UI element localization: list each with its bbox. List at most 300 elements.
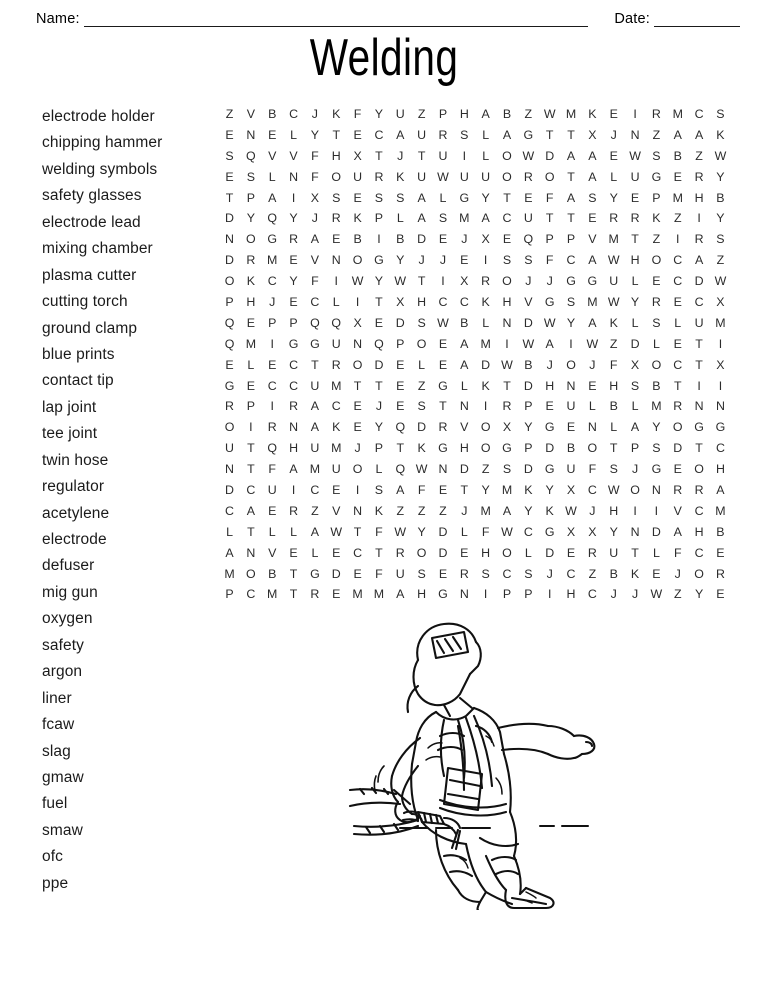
grid-cell[interactable]: W — [330, 524, 343, 539]
grid-cell[interactable]: F — [417, 483, 426, 498]
grid-cell[interactable]: K — [332, 107, 341, 121]
grid-cell[interactable]: E — [246, 315, 256, 330]
grid-cell[interactable]: X — [481, 232, 491, 247]
grid-cell[interactable]: J — [546, 357, 554, 372]
grid-cell[interactable]: M — [352, 587, 364, 602]
grid-cell[interactable]: G — [715, 420, 726, 435]
word-list-item[interactable]: fcaw — [42, 716, 75, 734]
grid-cell[interactable]: G — [438, 441, 449, 456]
grid-cell[interactable]: P — [524, 399, 533, 414]
grid-cell[interactable]: Y — [374, 420, 384, 435]
grid-cell[interactable]: P — [545, 232, 555, 247]
grid-cell[interactable]: D — [481, 357, 491, 372]
grid-cell[interactable]: U — [459, 169, 470, 184]
grid-cell[interactable]: S — [417, 399, 427, 414]
grid-cell[interactable]: L — [482, 315, 490, 330]
grid-cell[interactable]: S — [374, 190, 384, 205]
grid-cell[interactable]: L — [290, 524, 298, 539]
grid-cell[interactable]: R — [651, 107, 662, 121]
grid-cell[interactable]: Z — [396, 503, 405, 518]
grid-cell[interactable]: M — [224, 566, 235, 581]
grid-cell[interactable]: W — [501, 357, 514, 372]
grid-cell[interactable]: E — [545, 399, 555, 414]
grid-cell[interactable]: S — [588, 190, 597, 205]
grid-cell[interactable]: N — [715, 399, 726, 414]
grid-cell[interactable]: K — [353, 211, 363, 226]
grid-cell[interactable]: T — [353, 524, 362, 539]
grid-cell[interactable]: A — [502, 127, 512, 142]
word-list-item[interactable]: regulator — [42, 478, 105, 496]
word-list-item[interactable]: mixing chamber — [42, 240, 153, 258]
grid-cell[interactable]: N — [587, 420, 598, 435]
grid-cell[interactable]: E — [332, 545, 341, 560]
grid-cell[interactable]: W — [437, 169, 450, 184]
word-list-item[interactable]: slag — [42, 742, 71, 760]
grid-cell[interactable]: R — [609, 211, 619, 226]
grid-cell[interactable]: F — [268, 462, 277, 477]
grid-cell[interactable]: J — [461, 232, 468, 247]
grid-cell[interactable]: P — [396, 336, 405, 351]
grid-cell[interactable]: L — [247, 357, 255, 372]
grid-cell[interactable]: M — [480, 503, 492, 518]
grid-cell[interactable]: L — [460, 378, 469, 393]
grid-cell[interactable]: Y — [417, 524, 427, 539]
grid-cell[interactable]: S — [502, 253, 512, 268]
grid-cell[interactable]: R — [673, 399, 683, 414]
grid-cell[interactable]: I — [377, 232, 381, 247]
word-list-item[interactable]: liner — [42, 689, 72, 707]
grid-cell[interactable]: D — [523, 462, 534, 477]
word-list-item[interactable]: ofc — [42, 848, 63, 866]
grid-cell[interactable]: E — [438, 336, 448, 351]
word-list-item[interactable]: electrode lead — [42, 213, 141, 231]
grid-cell[interactable]: U — [310, 441, 320, 456]
grid-cell[interactable]: N — [353, 503, 363, 518]
grid-cell[interactable]: S — [438, 211, 448, 226]
grid-cell[interactable]: U — [566, 462, 576, 477]
grid-cell[interactable]: S — [609, 462, 619, 477]
grid-cell[interactable]: W — [501, 524, 514, 539]
grid-cell[interactable]: U — [438, 148, 448, 163]
grid-cell[interactable]: L — [332, 295, 340, 310]
grid-cell[interactable]: W — [522, 148, 535, 163]
grid-cell[interactable]: R — [331, 357, 342, 372]
grid-cell[interactable]: C — [246, 483, 256, 498]
grid-cell[interactable]: H — [566, 587, 576, 602]
grid-cell[interactable]: O — [502, 169, 513, 184]
grid-cell[interactable]: I — [270, 399, 275, 414]
grid-cell[interactable]: A — [268, 190, 277, 205]
grid-cell[interactable]: R — [438, 420, 448, 435]
grid-cell[interactable]: I — [355, 295, 360, 310]
grid-cell[interactable]: O — [352, 253, 363, 268]
grid-cell[interactable]: C — [587, 587, 598, 602]
grid-cell[interactable]: I — [483, 399, 488, 414]
grid-cell[interactable]: L — [610, 169, 618, 184]
grid-cell[interactable]: S — [716, 232, 725, 247]
grid-cell[interactable]: H — [694, 190, 704, 205]
word-list-item[interactable]: ppe — [42, 874, 69, 892]
grid-cell[interactable]: F — [375, 524, 384, 539]
grid-cell[interactable]: B — [652, 378, 661, 393]
grid-cell[interactable]: M — [587, 295, 598, 310]
grid-cell[interactable]: N — [630, 524, 640, 539]
grid-cell[interactable]: E — [673, 336, 683, 351]
grid-cell[interactable]: T — [375, 295, 384, 310]
grid-cell[interactable]: Y — [289, 211, 298, 226]
grid-cell[interactable]: G — [523, 127, 534, 142]
grid-cell[interactable]: J — [546, 274, 554, 289]
grid-cell[interactable]: D — [225, 211, 235, 226]
grid-cell[interactable]: T — [396, 441, 405, 456]
grid-cell[interactable]: M — [715, 315, 726, 330]
grid-cell[interactable]: B — [268, 107, 277, 121]
grid-cell[interactable]: R — [502, 399, 512, 414]
grid-cell[interactable]: C — [694, 107, 704, 121]
grid-cell[interactable]: D — [225, 483, 235, 498]
grid-cell[interactable]: O — [694, 462, 705, 477]
grid-cell[interactable]: E — [588, 211, 597, 226]
grid-cell[interactable]: R — [694, 232, 704, 247]
grid-cell[interactable]: X — [502, 420, 512, 435]
grid-cell[interactable]: W — [543, 107, 556, 121]
grid-cell[interactable]: S — [716, 107, 725, 121]
grid-cell[interactable]: S — [417, 566, 427, 581]
grid-cell[interactable]: N — [502, 315, 512, 330]
grid-cell[interactable]: A — [460, 357, 469, 372]
grid-cell[interactable]: B — [609, 566, 619, 581]
grid-cell[interactable]: U — [609, 545, 619, 560]
grid-cell[interactable]: O — [502, 148, 513, 163]
grid-cell[interactable]: Z — [225, 107, 234, 121]
grid-cell[interactable]: W — [607, 483, 620, 498]
grid-cell[interactable]: Z — [588, 566, 597, 581]
grid-cell[interactable]: J — [631, 462, 639, 477]
word-list-item[interactable]: welding symbols — [42, 160, 158, 178]
grid-cell[interactable]: J — [269, 295, 276, 310]
grid-cell[interactable]: A — [566, 148, 576, 163]
grid-cell[interactable]: P — [524, 587, 533, 602]
grid-cell[interactable]: A — [545, 336, 555, 351]
grid-cell[interactable]: P — [630, 441, 640, 456]
grid-cell[interactable]: Q — [224, 336, 235, 351]
grid-cell[interactable]: U — [630, 169, 640, 184]
grid-cell[interactable]: P — [268, 315, 277, 330]
grid-cell[interactable]: T — [460, 483, 469, 498]
grid-cell[interactable]: L — [652, 336, 661, 351]
grid-cell[interactable]: R — [289, 232, 299, 247]
grid-cell[interactable]: X — [566, 524, 576, 539]
grid-cell[interactable]: O — [224, 420, 235, 435]
grid-cell[interactable]: Z — [311, 503, 319, 518]
grid-cell[interactable]: G — [310, 336, 321, 351]
grid-cell[interactable]: M — [459, 211, 470, 226]
grid-cell[interactable]: A — [481, 211, 491, 226]
grid-cell[interactable]: X — [566, 483, 576, 498]
grid-cell[interactable]: T — [673, 378, 682, 393]
grid-cell[interactable]: C — [673, 253, 683, 268]
grid-cell[interactable]: L — [631, 315, 639, 330]
grid-cell[interactable]: B — [566, 441, 576, 456]
grid-cell[interactable]: H — [694, 524, 704, 539]
grid-cell[interactable]: X — [716, 295, 725, 310]
grid-cell[interactable]: A — [502, 503, 512, 518]
grid-cell[interactable]: U — [609, 274, 619, 289]
grid-cell[interactable]: Y — [609, 190, 619, 205]
grid-cell[interactable]: S — [332, 190, 341, 205]
grid-cell[interactable]: P — [246, 399, 256, 414]
grid-cell[interactable]: J — [418, 253, 426, 268]
grid-cell[interactable]: Z — [417, 378, 426, 393]
grid-cell[interactable]: F — [311, 169, 319, 184]
grid-cell[interactable]: W — [629, 148, 642, 163]
grid-cell[interactable]: B — [609, 399, 619, 414]
grid-cell[interactable]: N — [246, 545, 256, 560]
grid-cell[interactable]: T — [545, 127, 554, 142]
grid-cell[interactable]: E — [396, 378, 405, 393]
grid-cell[interactable]: E — [460, 545, 469, 560]
grid-cell[interactable]: E — [332, 587, 341, 602]
grid-cell[interactable]: M — [651, 399, 662, 414]
grid-cell[interactable]: G — [544, 295, 555, 310]
grid-cell[interactable]: H — [459, 107, 470, 121]
grid-cell[interactable]: O — [502, 545, 513, 560]
grid-cell[interactable]: K — [481, 295, 491, 310]
grid-cell[interactable]: T — [567, 211, 576, 226]
grid-cell[interactable]: M — [608, 232, 620, 247]
grid-cell[interactable]: T — [353, 378, 362, 393]
grid-cell[interactable]: C — [289, 357, 299, 372]
grid-cell[interactable]: U — [566, 399, 576, 414]
grid-cell[interactable]: O — [246, 566, 256, 581]
grid-cell[interactable]: I — [697, 378, 702, 393]
grid-cell[interactable]: B — [268, 566, 277, 581]
grid-cell[interactable]: N — [566, 378, 576, 393]
grid-cell[interactable]: H — [545, 378, 555, 393]
grid-cell[interactable]: C — [225, 503, 235, 518]
grid-cell[interactable]: A — [310, 232, 320, 247]
word-list-item[interactable]: safety glasses — [42, 187, 142, 205]
word-list-item[interactable]: argon — [42, 663, 83, 681]
grid-cell[interactable]: Y — [524, 503, 533, 518]
grid-cell[interactable]: O — [587, 441, 598, 456]
grid-cell[interactable]: V — [673, 503, 683, 518]
grid-cell[interactable]: U — [395, 107, 406, 121]
grid-cell[interactable]: E — [268, 503, 277, 518]
grid-cell[interactable]: E — [289, 545, 298, 560]
grid-cell[interactable]: U — [331, 336, 342, 351]
grid-cell[interactable]: O — [630, 483, 641, 498]
grid-cell[interactable]: W — [607, 253, 620, 268]
grid-cell[interactable]: K — [417, 441, 427, 456]
grid-cell[interactable]: D — [417, 420, 427, 435]
word-list-item[interactable]: blue prints — [42, 345, 115, 363]
word-list-item[interactable]: smaw — [42, 821, 83, 839]
grid-cell[interactable]: T — [631, 545, 640, 560]
grid-cell[interactable]: J — [311, 107, 319, 121]
grid-cell[interactable]: I — [483, 253, 488, 268]
grid-cell[interactable]: Q — [267, 441, 278, 456]
word-list-item[interactable]: twin hose — [42, 451, 109, 469]
grid-cell[interactable]: K — [332, 420, 341, 435]
grid-cell[interactable]: R — [289, 503, 299, 518]
grid-cell[interactable]: S — [374, 483, 384, 498]
grid-cell[interactable]: G — [310, 566, 321, 581]
grid-cell[interactable]: Z — [673, 211, 682, 226]
grid-cell[interactable]: E — [225, 169, 234, 184]
grid-cell[interactable]: K — [374, 503, 384, 518]
grid-cell[interactable]: E — [652, 274, 661, 289]
grid-cell[interactable]: A — [396, 587, 405, 602]
grid-cell[interactable]: P — [652, 190, 661, 205]
grid-cell[interactable]: E — [374, 315, 384, 330]
grid-cell[interactable]: C — [331, 399, 342, 414]
grid-cell[interactable]: I — [633, 503, 638, 518]
grid-cell[interactable]: I — [505, 336, 510, 351]
grid-cell[interactable]: L — [482, 127, 490, 142]
grid-cell[interactable]: S — [652, 315, 661, 330]
grid-cell[interactable]: E — [673, 169, 683, 184]
grid-cell[interactable]: F — [609, 357, 618, 372]
grid-cell[interactable]: F — [311, 148, 319, 163]
grid-cell[interactable]: N — [651, 483, 662, 498]
grid-cell[interactable]: R — [438, 127, 448, 142]
grid-cell[interactable]: N — [225, 232, 235, 247]
grid-cell[interactable]: D — [395, 315, 406, 330]
grid-cell[interactable]: Y — [630, 295, 640, 310]
grid-cell[interactable]: L — [631, 399, 639, 414]
grid-cell[interactable]: D — [545, 441, 555, 456]
grid-cell[interactable]: I — [633, 107, 638, 121]
grid-cell[interactable]: D — [630, 336, 640, 351]
grid-cell[interactable]: U — [694, 315, 704, 330]
grid-cell[interactable]: P — [438, 107, 448, 121]
grid-cell[interactable]: C — [353, 545, 363, 560]
grid-cell[interactable]: T — [503, 190, 512, 205]
grid-cell[interactable]: M — [715, 503, 726, 518]
grid-cell[interactable]: A — [566, 190, 576, 205]
grid-cell[interactable]: J — [439, 253, 447, 268]
grid-cell[interactable]: N — [630, 127, 640, 142]
grid-cell[interactable]: R — [459, 566, 470, 581]
grid-cell[interactable]: K — [246, 274, 256, 289]
grid-cell[interactable]: T — [695, 441, 704, 456]
grid-cell[interactable]: G — [651, 462, 662, 477]
grid-cell[interactable]: Q — [310, 315, 321, 330]
grid-cell[interactable]: H — [289, 441, 299, 456]
grid-cell[interactable]: M — [565, 107, 577, 121]
grid-cell[interactable]: T — [695, 357, 704, 372]
grid-cell[interactable]: X — [353, 315, 363, 330]
grid-cell[interactable]: Y — [396, 253, 405, 268]
grid-cell[interactable]: C — [694, 503, 704, 518]
grid-cell[interactable]: K — [588, 107, 597, 121]
grid-cell[interactable]: E — [396, 357, 405, 372]
grid-cell[interactable]: O — [416, 336, 427, 351]
grid-cell[interactable]: I — [547, 587, 552, 602]
grid-cell[interactable]: P — [289, 315, 298, 330]
grid-cell[interactable]: I — [697, 211, 702, 226]
grid-cell[interactable]: J — [610, 587, 618, 602]
grid-cell[interactable]: T — [247, 441, 255, 456]
grid-cell[interactable]: M — [373, 587, 385, 602]
grid-cell[interactable]: L — [418, 357, 426, 372]
grid-cell[interactable]: U — [310, 378, 320, 393]
grid-cell[interactable]: T — [247, 524, 255, 539]
grid-cell[interactable]: W — [650, 587, 663, 602]
grid-cell[interactable]: Z — [417, 503, 426, 518]
grid-cell[interactable]: E — [566, 420, 576, 435]
grid-cell[interactable]: E — [652, 566, 661, 581]
grid-cell[interactable]: V — [332, 503, 341, 518]
grid-cell[interactable]: L — [290, 127, 298, 142]
grid-cell[interactable]: Q — [395, 420, 406, 435]
grid-cell[interactable]: J — [311, 211, 319, 226]
grid-cell[interactable]: H — [331, 148, 342, 163]
grid-cell[interactable]: W — [522, 336, 535, 351]
grid-cell[interactable]: V — [588, 232, 597, 247]
grid-cell[interactable]: Q — [331, 315, 342, 330]
grid-cell[interactable]: R — [331, 211, 342, 226]
grid-cell[interactable]: Y — [566, 315, 576, 330]
grid-cell[interactable]: C — [502, 211, 512, 226]
word-list-item[interactable]: oxygen — [42, 610, 93, 628]
grid-cell[interactable]: Z — [417, 107, 426, 121]
grid-cell[interactable]: Z — [524, 107, 533, 121]
grid-cell[interactable]: R — [395, 545, 406, 560]
grid-cell[interactable]: N — [353, 336, 363, 351]
grid-cell[interactable]: Y — [374, 274, 384, 289]
grid-cell[interactable]: E — [566, 545, 576, 560]
grid-cell[interactable]: I — [718, 336, 723, 351]
grid-cell[interactable]: Z — [439, 503, 448, 518]
grid-cell[interactable]: O — [566, 357, 577, 372]
grid-cell[interactable]: G — [694, 420, 705, 435]
grid-cell[interactable]: A — [225, 545, 234, 560]
word-list-item[interactable]: electrode — [42, 531, 107, 548]
grid-cell[interactable]: D — [459, 462, 470, 477]
grid-cell[interactable]: A — [481, 107, 491, 121]
grid-cell[interactable]: W — [586, 336, 599, 351]
grid-cell[interactable]: Q — [395, 462, 406, 477]
grid-cell[interactable]: H — [417, 587, 427, 602]
grid-cell[interactable]: K — [630, 566, 640, 581]
grid-cell[interactable]: E — [268, 127, 277, 142]
word-search-grid[interactable] — [219, 104, 731, 605]
grid-cell[interactable]: I — [291, 483, 296, 498]
grid-cell[interactable]: I — [569, 336, 574, 351]
grid-cell[interactable]: D — [545, 545, 555, 560]
grid-cell[interactable]: M — [672, 107, 684, 121]
grid-cell[interactable]: W — [437, 315, 450, 330]
grid-cell[interactable]: Z — [609, 336, 618, 351]
word-list-item[interactable]: electrode holder — [42, 108, 155, 125]
grid-cell[interactable]: E — [438, 566, 448, 581]
grid-cell[interactable]: J — [397, 148, 404, 163]
grid-cell[interactable]: O — [480, 441, 491, 456]
grid-cell[interactable]: E — [716, 587, 725, 602]
grid-cell[interactable]: K — [609, 315, 619, 330]
grid-cell[interactable]: S — [481, 566, 491, 581]
grid-cell[interactable]: C — [310, 483, 320, 498]
grid-cell[interactable]: V — [289, 148, 298, 163]
grid-cell[interactable]: C — [438, 295, 448, 310]
grid-cell[interactable]: C — [246, 587, 256, 602]
grid-cell[interactable]: M — [501, 483, 513, 498]
grid-cell[interactable]: C — [673, 274, 683, 289]
word-list-item[interactable]: mig gun — [42, 583, 98, 601]
grid-cell[interactable]: U — [417, 169, 427, 184]
